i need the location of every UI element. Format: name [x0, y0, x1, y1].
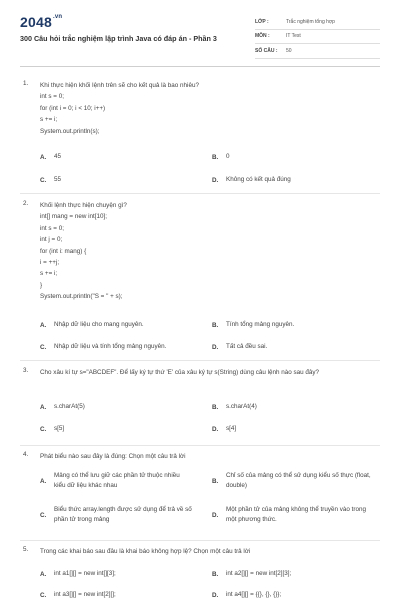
- meta-value: IT Test: [286, 33, 301, 40]
- option-b[interactable]: [212, 152, 230, 162]
- meta-row-class: [255, 15, 380, 30]
- option-d[interactable]: [212, 342, 267, 352]
- question-divider: [20, 360, 380, 361]
- question-number: 4.: [23, 451, 29, 458]
- option-label: A.: [40, 403, 47, 411]
- meta-table: [255, 15, 380, 59]
- option-a[interactable]: [40, 402, 85, 412]
- meta-row-count: [255, 44, 380, 59]
- stem-line: Khối lệnh thực hiện chuyện gì?: [40, 202, 127, 209]
- document-title: 300 Câu hỏi trắc nghiệm lập trình Java có đáp án - Phần 3: [20, 34, 217, 43]
- question-stem: [40, 367, 372, 378]
- option-label: D.: [212, 343, 219, 351]
- stem-line: Cho xâu kí tự s="ABCDEF". Để lấy ký tự thứ 'E' của xâu ký tự s(String) dùng câu lệnh nào sau đây?: [40, 369, 320, 376]
- option-text: int a4[][] = {{}, {}, {}};: [226, 591, 282, 598]
- option-label: C.: [40, 425, 47, 433]
- option-label: A.: [40, 153, 47, 161]
- option-text: Tất cả đều sai.: [226, 343, 268, 350]
- option-label: A.: [40, 321, 47, 329]
- stem-line: int j = 0;: [40, 236, 63, 244]
- option-a[interactable]: [40, 152, 61, 162]
- meta-row-subject: [255, 30, 380, 45]
- option-b[interactable]: [212, 402, 257, 412]
- stem-line: int s = 0;: [40, 93, 64, 101]
- option-c[interactable]: [40, 505, 205, 525]
- meta-value: 50: [286, 47, 292, 54]
- document-header: [0, 0, 400, 68]
- question-stem: [40, 451, 370, 462]
- option-label: C.: [40, 176, 47, 184]
- question-stem: [40, 546, 370, 557]
- stem-line: i = ++j;: [40, 259, 60, 267]
- option-label: D.: [212, 591, 219, 599]
- option-b[interactable]: [212, 471, 380, 491]
- logo-suffix: .vn: [52, 14, 63, 20]
- option-label: C.: [40, 591, 47, 599]
- option-text: s.charAt(4): [226, 403, 257, 410]
- stem-line: s += i;: [40, 270, 58, 278]
- option-c[interactable]: [40, 424, 64, 434]
- option-label: D.: [212, 176, 219, 184]
- option-text: Mảng có thể lưu giữ các phần tử thuộc nhiều kiểu dữ liệu khác nhau: [54, 472, 180, 489]
- meta-key: LỚP :: [255, 18, 269, 25]
- stem-line: for (int i: mang) {: [40, 247, 87, 255]
- question-number: 3.: [23, 367, 29, 374]
- option-label: B.: [212, 153, 219, 161]
- stem-line: int s = 0;: [40, 224, 64, 232]
- option-b[interactable]: [212, 320, 294, 330]
- option-d[interactable]: [212, 424, 236, 434]
- stem-line: Trong các khai báo sau đâu là khai báo không hợp lệ? Chọn một câu trả lời: [40, 548, 251, 555]
- option-d[interactable]: [212, 590, 281, 600]
- option-text: Tính tổng mảng nguyên.: [226, 321, 295, 328]
- stem-line: Khi thực hiện khối lệnh trên sẽ cho kết quả là bao nhiêu?: [40, 82, 199, 89]
- option-text: s[4]: [226, 425, 237, 432]
- option-text: Chỉ số của mảng có thể sử dụng kiểu số thực (float, double): [226, 472, 371, 489]
- option-label: D.: [212, 511, 219, 519]
- stem-line: System.out.println(s);: [40, 127, 100, 135]
- option-label: D.: [212, 425, 219, 433]
- stem-line: }: [40, 281, 43, 289]
- option-a[interactable]: [40, 569, 116, 579]
- question-stem: [40, 200, 370, 303]
- option-text: int a3[][] = new int[2][];: [54, 591, 116, 598]
- stem-line: for (int i = 0; i < 10; i++): [40, 104, 106, 112]
- option-c[interactable]: [40, 175, 61, 185]
- option-d[interactable]: [212, 175, 291, 185]
- question-divider: [20, 193, 380, 194]
- stem-line: System.out.println("S = " + s);: [40, 293, 123, 301]
- option-label: B.: [212, 477, 219, 485]
- option-text: 45: [54, 153, 62, 160]
- site-logo[interactable]: [20, 14, 62, 30]
- option-text: s[5]: [54, 425, 65, 432]
- option-text: Một phần tử của mảng không thể truyền vào trong một phương thức.: [226, 506, 367, 523]
- option-label: A.: [40, 570, 47, 578]
- option-text: int a2[][] = new int[2][3];: [226, 570, 292, 577]
- option-label: B.: [212, 321, 219, 329]
- question-number: 1.: [23, 80, 29, 87]
- logo-number: 2048: [20, 14, 52, 30]
- meta-value: Trắc nghiệm tổng hợp: [286, 18, 335, 25]
- question-number: 5.: [23, 546, 29, 553]
- option-d[interactable]: [212, 505, 380, 525]
- option-text: 0: [226, 153, 230, 160]
- option-text: Nhập dữ liệu và tính tổng mảng nguyên.: [54, 343, 167, 350]
- option-label: B.: [212, 570, 219, 578]
- question-stem: [40, 80, 370, 137]
- stem-line: int[] mang = new int[10];: [40, 213, 108, 221]
- option-label: C.: [40, 343, 47, 351]
- option-label: C.: [40, 511, 47, 519]
- option-c[interactable]: [40, 590, 116, 600]
- option-text: Biểu thức array.length được sử dụng để trả về số phần tử trong mảng: [54, 506, 192, 523]
- option-text: s.charAt(5): [54, 403, 85, 410]
- question-divider: [20, 445, 380, 446]
- option-b[interactable]: [212, 569, 291, 579]
- option-a[interactable]: [40, 320, 144, 330]
- question-number: 2.: [23, 200, 29, 207]
- stem-line: Phát biểu nào sau đây là đúng: Chọn một câu trả lời: [40, 453, 186, 460]
- option-text: Không có kết quả đúng: [226, 176, 291, 183]
- option-text: 55: [54, 176, 62, 183]
- header-divider: [20, 66, 380, 67]
- option-label: A.: [40, 477, 47, 485]
- meta-key: SỐ CÂU :: [255, 47, 278, 54]
- option-text: int a1[][] = new int[][3];: [54, 570, 116, 577]
- meta-key: MÔN :: [255, 33, 270, 40]
- option-text: Nhập dữ liệu cho mang nguyên.: [54, 321, 144, 328]
- option-a[interactable]: [40, 471, 205, 491]
- stem-line: s += i;: [40, 116, 58, 124]
- option-label: B.: [212, 403, 219, 411]
- option-c[interactable]: [40, 342, 166, 352]
- question-divider: [20, 540, 380, 541]
